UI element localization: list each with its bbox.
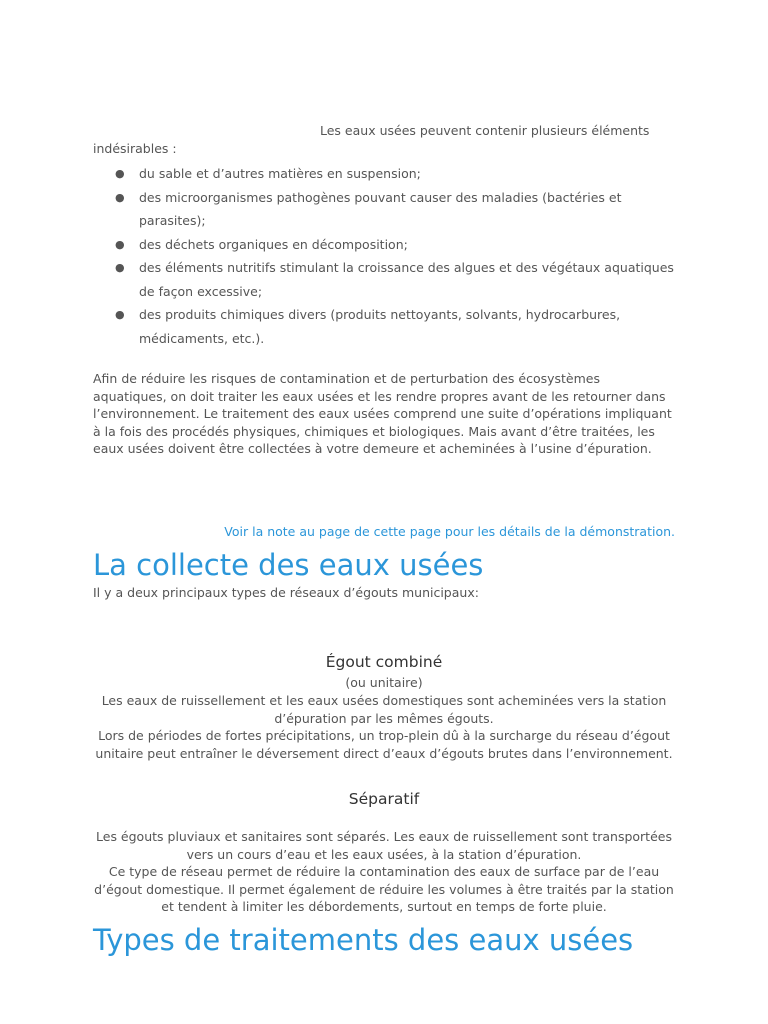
list-item-line-1: des microorganismes pathogènes pouvant causer des maladies (bactéries et xyxy=(139,189,622,205)
list-item-line-1: du sable et d’autres matières en suspension; xyxy=(139,166,421,181)
combined-sewer-title: Égout combiné xyxy=(325,653,443,671)
collecte-subtitle: Il y a deux principaux types de réseaux d’égouts municipaux: xyxy=(93,585,479,600)
bullet-dot-icon: ● xyxy=(115,261,125,274)
paragraph-line: à la fois des procédés physiques, chimiques et biologiques. Mais avant d’être traitées, les xyxy=(93,423,655,439)
text-line: Ce type de réseau permet de réduire la contamination des eaux de surface par de l’eau xyxy=(108,864,660,879)
text-line: d’égout domestique. Il permet également de réduire les volumes à être traités par la station xyxy=(94,881,674,897)
list-item-line-1: des produits chimiques divers (produits nettoyants, solvants, hydrocarbures, xyxy=(139,307,621,322)
text-line: Les égouts pluviaux et sanitaires sont séparés. Les eaux de ruissellement sont transportées xyxy=(96,829,672,844)
list-item xyxy=(93,162,675,186)
list-item xyxy=(93,186,675,233)
bullet-dot-icon: ● xyxy=(115,190,125,204)
text-line: unitaire peut entraîner le déversement direct d’eaux d’égouts brutes dans l’environnement. xyxy=(95,745,673,761)
bullet-dot-icon: ● xyxy=(115,308,125,321)
document-page xyxy=(93,0,675,1024)
combined-sewer-text xyxy=(93,692,675,762)
list-item xyxy=(93,233,675,257)
text-line: vers un cours d’eau et les eaux usées, à la station d’épuration. xyxy=(186,846,582,862)
paragraph-line: Afin de réduire les risques de contamination et de perturbation des écosystèmes xyxy=(93,371,601,386)
list-item-line-2: médicaments, etc.). xyxy=(139,330,265,346)
text-line: d’épuration par les mêmes égouts. xyxy=(274,710,494,726)
list-item-line-2: parasites); xyxy=(139,213,206,228)
list-item-line-1: des déchets organiques en décomposition; xyxy=(139,236,408,252)
list-item xyxy=(93,303,675,350)
text-line: Lors de périodes de fortes précipitations, un trop-plein dû à la surcharge du réseau d’égout xyxy=(98,728,670,743)
list-item-line-2: de façon excessive; xyxy=(139,283,263,299)
separate-sewer-text xyxy=(93,828,675,916)
bullet-dot-icon: ● xyxy=(115,167,125,180)
intro-line-1: Les eaux usées peuvent contenir plusieurs éléments xyxy=(320,123,650,138)
separate-sewer-title: Séparatif xyxy=(348,790,420,808)
text-line: Les eaux de ruissellement et les eaux usées domestiques sont acheminées vers la station xyxy=(101,693,667,708)
bullet-dot-icon: ● xyxy=(115,237,125,251)
list-item xyxy=(93,256,675,303)
section-heading-types: Types de traitements des eaux usées xyxy=(93,923,634,957)
paragraph-line: l’environnement. Le traitement des eaux usées comprend une suite d’opérations impliquant xyxy=(93,406,672,421)
treatment-paragraph xyxy=(93,370,678,458)
section-heading-collecte: La collecte des eaux usées xyxy=(93,548,484,582)
text-line: et tendent à limiter les débordements, surtout en temps de forte pluie. xyxy=(161,899,607,914)
intro-text xyxy=(93,122,675,158)
combined-sewer-subtitle: (ou unitaire) xyxy=(345,675,423,690)
paragraph-line: eaux usées doivent être collectées à votre demeure et acheminées à l’usine d’épuration. xyxy=(93,441,652,456)
paragraph-line: aquatiques, on doit traiter les eaux usées et les rendre propres avant de les retourner dans xyxy=(93,388,666,404)
demonstration-note: Voir la note au page de cette page pour les détails de la démonstration. xyxy=(224,524,675,539)
intro-line-2: indésirables : xyxy=(93,141,177,156)
list-item-line-1: des éléments nutritifs stimulant la croissance des algues et des végétaux aquatiques xyxy=(139,260,674,275)
contaminants-list xyxy=(93,162,675,350)
